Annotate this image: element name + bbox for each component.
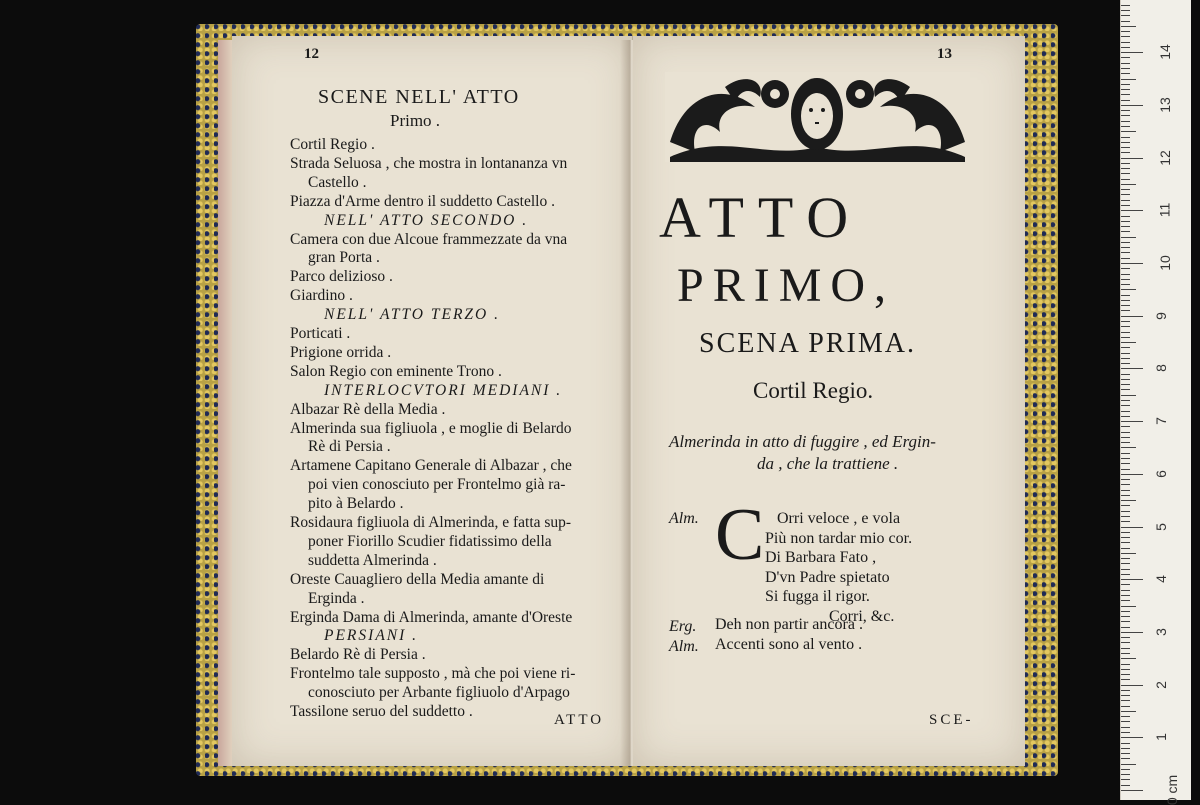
verse-line: D'vn Padre spietato (765, 568, 890, 586)
ruler-tick (1121, 500, 1136, 501)
text-line: Belardo Rè di Persia . (290, 646, 426, 664)
ruler-label: 8 (1152, 364, 1169, 373)
ruler-tick (1121, 194, 1130, 195)
ruler-tick (1121, 679, 1130, 680)
ruler-tick (1121, 758, 1130, 759)
ruler-tick (1121, 447, 1136, 448)
section-heading: INTERLOCVTORI MEDIANI . (324, 381, 563, 399)
text-line: Oreste Cauagliero della Media amante di (290, 570, 545, 588)
ruler-tick (1121, 458, 1130, 459)
text-line: Giardino . (290, 287, 353, 305)
ruler-tick (1121, 627, 1130, 628)
ruler-tick (1121, 563, 1130, 564)
ruler-tick (1121, 221, 1130, 222)
act-title: ATTO (659, 185, 863, 250)
ruler-tick (1121, 137, 1130, 138)
ruler-tick (1121, 642, 1130, 643)
ruler-label: 9 (1152, 311, 1169, 320)
ruler-tick (1121, 711, 1136, 712)
ruler-tick (1121, 395, 1136, 396)
verse-line: Orri veloce , e vola (777, 510, 901, 527)
stage-direction: da , che la trattiene . (757, 454, 899, 473)
ruler-label: 6 (1152, 469, 1169, 478)
dialogue-line: Deh non partir ancora . (715, 616, 863, 633)
ruler-tick (1121, 685, 1143, 686)
speaker-label: Alm. (669, 510, 699, 527)
measurement-ruler (1120, 0, 1191, 805)
ruler-tick (1121, 363, 1130, 364)
ruler-tick (1121, 47, 1130, 48)
ruler-tick (1121, 690, 1130, 691)
ruler-tick (1121, 52, 1143, 53)
ruler-tick (1121, 548, 1130, 549)
ruler-tick (1121, 569, 1130, 570)
ruler-tick (1121, 36, 1130, 37)
ruler-tick (1121, 658, 1136, 659)
ruler-tick (1121, 326, 1130, 327)
right-page (633, 36, 1025, 766)
ruler-tick (1121, 57, 1130, 58)
text-line: Piazza d'Arme dentro il suddetto Castello . (290, 192, 555, 210)
ruler-tick (1121, 268, 1130, 269)
ruler-tick (1121, 68, 1130, 69)
ruler-tick (1121, 342, 1136, 343)
ruler-tick (1121, 521, 1130, 522)
ruler-tick (1121, 389, 1130, 390)
text-line: poner Fiorillo Scudier fidatissimo della (308, 532, 552, 550)
ruler-tick (1121, 753, 1130, 754)
ruler-tick (1121, 611, 1130, 612)
text-line: pito à Belardo . (308, 495, 404, 513)
ruler-tick (1121, 94, 1130, 95)
text-line: Tassilone seruo del suddetto . (290, 703, 473, 720)
ruler-tick (1121, 337, 1130, 338)
text-line: suddetta Almerinda . (308, 551, 437, 569)
section-heading: NELL' ATTO SECONDO . (324, 211, 529, 229)
ruler-tick (1121, 411, 1130, 412)
scene-title: SCENA PRIMA. (699, 328, 916, 359)
text-line: Salon Regio con eminente Trono . (290, 362, 502, 380)
ruler-tick (1121, 437, 1130, 438)
text-line: Parco delizioso . (290, 268, 393, 286)
ruler-tick (1121, 421, 1143, 422)
ruler-tick (1121, 200, 1130, 201)
text-line: Frontelmo tale supposto , mà che poi viene ri- (290, 665, 576, 683)
verse-line: Corri, &c. (829, 607, 895, 625)
ruler-tick (1121, 516, 1130, 517)
dialogue-line: Accenti sono al vento . (715, 636, 863, 653)
ruler-tick (1121, 252, 1130, 253)
ruler-tick (1121, 764, 1136, 765)
verse-line: Di Barbara Fato , (765, 549, 877, 566)
ruler-label: 3 (1152, 627, 1169, 636)
text-line: gran Porta . (308, 249, 380, 267)
ruler-tick (1121, 231, 1130, 232)
verse-line: Si fugga il rigor. (765, 588, 870, 605)
ruler-tick (1121, 785, 1130, 786)
page-heading: SCENE NELL' ATTO (318, 86, 520, 108)
ruler-tick (1121, 163, 1130, 164)
ruler-tick (1121, 284, 1130, 285)
ruler-tick (1121, 542, 1130, 543)
ruler-tick (1121, 142, 1130, 143)
ruler-tick (1121, 405, 1130, 406)
ruler-tick (1121, 31, 1130, 32)
text-line: Porticati . (290, 325, 351, 342)
ruler-tick (1121, 289, 1136, 290)
ruler-label: 13 (1156, 97, 1173, 113)
section-heading: NELL' ATTO TERZO . (324, 306, 500, 324)
ruler-tick (1121, 706, 1130, 707)
ruler-tick (1121, 579, 1143, 580)
ruler-label: 2 (1152, 680, 1169, 689)
ruler-label: 7 (1152, 417, 1169, 425)
ruler-tick (1121, 743, 1130, 744)
ruler-tick (1121, 295, 1130, 296)
ruler-tick (1121, 131, 1136, 132)
act-number: PRIMO, (677, 259, 896, 312)
ruler-tick (1121, 216, 1130, 217)
ruler-tick (1121, 279, 1130, 280)
ruler-tick (1121, 84, 1130, 85)
ruler-tick (1121, 495, 1130, 496)
text-line: Castello . (308, 173, 367, 191)
ruler-tick (1121, 179, 1130, 180)
ruler-tick (1121, 274, 1130, 275)
drop-cap: C (715, 494, 765, 576)
ruler-label: 10 (1156, 255, 1173, 271)
ruler-tick (1121, 590, 1130, 591)
ruler-tick (1121, 595, 1130, 596)
text-line: poi vien conosciuto per Frontelmo già ra- (308, 476, 566, 494)
ruler-tick (1121, 152, 1130, 153)
ruler-tick (1121, 558, 1130, 559)
page-heading-sub: Primo . (390, 111, 441, 130)
ruler-label: 12 (1156, 149, 1173, 166)
ruler-tick (1121, 664, 1130, 665)
ruler-tick (1121, 5, 1130, 6)
ruler-tick (1121, 490, 1130, 491)
ruler-tick (1121, 653, 1130, 654)
ruler-tick (1121, 168, 1130, 169)
ruler-tick (1121, 379, 1130, 380)
ruler-tick (1121, 769, 1130, 770)
text-line: Camera con due Alcoue frammezzate da vna (290, 230, 568, 248)
ruler-tick (1121, 416, 1130, 417)
ruler-tick (1121, 100, 1130, 101)
ruler-tick (1121, 669, 1130, 670)
ruler-tick (1121, 537, 1130, 538)
ruler-tick (1121, 553, 1136, 554)
scene-setting: Cortil Regio. (753, 378, 874, 403)
ruler-tick (1121, 469, 1130, 470)
ruler-tick (1121, 263, 1143, 264)
ruler-label: 4 (1152, 575, 1169, 584)
page-number: 13 (937, 46, 952, 62)
text-line: Rosidaura figliuola di Almerinda, e fatta sup- (290, 514, 572, 531)
ruler-label: 14 (1156, 44, 1173, 60)
ruler-tick (1121, 727, 1130, 728)
ruler-tick (1121, 432, 1130, 433)
ruler-tick (1121, 121, 1130, 122)
ruler-tick (1121, 479, 1130, 480)
ruler-tick (1121, 774, 1130, 775)
ruler-tick (1121, 247, 1130, 248)
ruler-tick (1121, 115, 1130, 116)
ruler-tick (1121, 210, 1143, 211)
text-line: Artamene Capitano Generale di Albazar , che (290, 457, 572, 475)
ruler-tick (1121, 737, 1143, 738)
ruler-tick (1121, 310, 1130, 311)
ruler-tick (1121, 637, 1130, 638)
ruler-tick (1121, 716, 1130, 717)
ruler-tick (1121, 321, 1130, 322)
ruler-tick (1121, 474, 1143, 475)
text-line: Erginda . (308, 589, 365, 607)
ruler-tick (1121, 748, 1130, 749)
text-line: Rè di Persia . (308, 438, 391, 456)
ruler-tick (1121, 305, 1130, 306)
ruler-tick (1121, 79, 1136, 80)
text-line: Cortil Regio . (290, 136, 375, 153)
text-line: Erginda Dama di Almerinda, amante d'Oreste (290, 608, 573, 626)
text-line: conosciuto per Arbante figliuolo d'Arpago (308, 684, 570, 702)
ruler-tick (1121, 332, 1130, 333)
speaker-label: Erg. (669, 618, 697, 635)
ruler-tick (1121, 42, 1130, 43)
ruler-tick (1121, 63, 1130, 64)
ruler-tick (1121, 73, 1130, 74)
verse-line: Più non tardar mio cor. (765, 529, 913, 547)
ruler-tick (1121, 26, 1136, 27)
ruler-tick (1121, 10, 1130, 11)
speaker-label: Alm. (669, 638, 699, 655)
ruler-tick (1121, 384, 1130, 385)
ruler-tick (1121, 732, 1130, 733)
ruler-tick (1121, 400, 1130, 401)
ruler-tick (1121, 584, 1130, 585)
ruler-tick (1121, 648, 1130, 649)
ruler-tick (1121, 779, 1130, 780)
ruler-tick (1121, 226, 1130, 227)
ruler-tick (1121, 358, 1130, 359)
ruler-tick (1121, 353, 1130, 354)
ruler-tick (1121, 527, 1143, 528)
ruler-tick (1121, 695, 1130, 696)
ruler-tick (1121, 105, 1143, 106)
ruler-tick (1121, 21, 1130, 22)
ruler-tick (1121, 147, 1130, 148)
ruler-label: 11 (1156, 203, 1173, 218)
ruler-tick (1121, 158, 1143, 159)
text-line: Strada Seluosa , che mostra in lontananza vn (290, 154, 568, 172)
ruler-tick (1121, 316, 1143, 317)
ruler-tick (1121, 237, 1136, 238)
woodcut-ornament (665, 72, 970, 162)
ruler-label: 1 (1152, 733, 1169, 742)
ruler-tick (1121, 189, 1130, 190)
ruler-tick (1121, 616, 1130, 617)
ruler-tick (1121, 205, 1130, 206)
ruler-tick (1121, 300, 1130, 301)
ruler-tick (1121, 368, 1143, 369)
ruler-tick (1121, 15, 1130, 16)
ruler-tick (1121, 505, 1130, 506)
ruler-tick (1121, 184, 1136, 185)
ruler-tick (1121, 790, 1143, 791)
ruler-tick (1121, 426, 1130, 427)
ruler-label: 5 (1152, 522, 1169, 531)
catchword: SCE- (929, 712, 974, 728)
ruler-tick (1121, 374, 1130, 375)
ruler-tick (1121, 600, 1130, 601)
ruler-tick (1121, 511, 1130, 512)
ruler-tick (1121, 532, 1130, 533)
ruler-tick (1121, 242, 1130, 243)
ruler-tick (1121, 442, 1130, 443)
ruler-tick (1121, 700, 1130, 701)
text-line: Prigione orrida . (290, 343, 392, 361)
catchword: ATTO (554, 712, 605, 728)
ruler-tick (1121, 347, 1130, 348)
ruler-tick (1121, 110, 1130, 111)
ruler-tick (1121, 632, 1143, 633)
ruler-tick (1121, 621, 1130, 622)
ruler-tick (1121, 674, 1130, 675)
text-line: Almerinda sua figliuola , e moglie di Belardo (290, 419, 572, 437)
ruler-tick (1121, 721, 1130, 722)
ruler-tick (1121, 574, 1130, 575)
ruler-tick (1121, 126, 1130, 127)
ruler-tick (1121, 89, 1130, 90)
ruler-tick (1121, 606, 1136, 607)
page-number: 12 (304, 46, 319, 62)
text-line: Albazar Rè della Media . (290, 400, 446, 418)
ruler-tick (1121, 453, 1130, 454)
ruler-label: 0 cm (1164, 774, 1181, 805)
stage-direction: Almerinda in atto di fuggire , ed Ergin- (669, 432, 936, 451)
ruler-tick (1121, 258, 1130, 259)
ruler-tick (1121, 463, 1130, 464)
ruler-tick (1121, 484, 1130, 485)
left-page (232, 36, 633, 766)
section-heading: PERSIANI . (324, 627, 419, 645)
ruler-tick (1121, 173, 1130, 174)
